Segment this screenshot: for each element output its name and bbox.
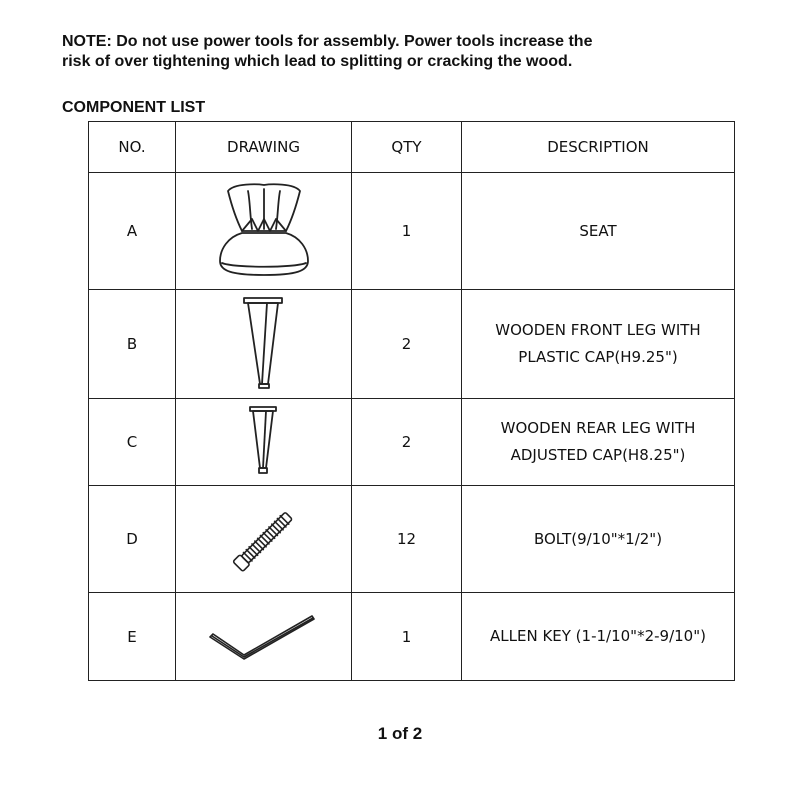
row-description — [462, 593, 735, 681]
row-drawing — [176, 290, 352, 399]
row-no: C — [89, 399, 176, 486]
description-line-1: SEAT — [579, 221, 617, 240]
component-table — [88, 121, 735, 681]
row-description — [462, 173, 735, 290]
description-line-1: BOLT(9/10"*1/2") — [533, 529, 663, 548]
note-line-1: NOTE: Do not use power tools for assembly. Power tools increase the — [62, 33, 593, 50]
header-no: NO. — [89, 122, 176, 173]
row-no: B — [89, 290, 176, 399]
seat-icon — [214, 179, 314, 283]
table-row — [89, 173, 735, 290]
note-line-2: risk of over tightening which lead to splitting or cracking the wood. — [62, 53, 573, 70]
header-drawing: DRAWING — [176, 122, 352, 173]
allen-key-icon — [204, 607, 324, 667]
description-line-1: WOODEN FRONT LEG WITH — [495, 321, 701, 339]
row-no: D — [89, 486, 176, 593]
row-qty: 2 — [352, 399, 462, 486]
assembly-note — [62, 32, 702, 72]
row-qty: 2 — [352, 290, 462, 399]
table-row — [89, 290, 735, 399]
row-description — [462, 486, 735, 593]
row-qty: 12 — [352, 486, 462, 593]
header-description: DESCRIPTION — [462, 122, 735, 173]
row-no: E — [89, 593, 176, 681]
row-qty: 1 — [352, 173, 462, 290]
bolt-icon — [224, 501, 304, 577]
row-description — [462, 399, 735, 486]
page-number: 1 of 2 — [377, 724, 423, 743]
table-header-row — [89, 122, 735, 173]
row-qty: 1 — [352, 593, 462, 681]
row-no: A — [89, 173, 176, 290]
description-line-1: WOODEN REAR LEG WITH — [500, 419, 696, 437]
row-drawing — [176, 486, 352, 593]
header-qty: QTY — [352, 122, 462, 173]
front-leg-icon — [234, 294, 294, 394]
description-line-2: ADJUSTED CAP(H8.25") — [510, 446, 686, 464]
row-description — [462, 290, 735, 399]
rear-leg-icon — [244, 404, 284, 480]
row-drawing — [176, 399, 352, 486]
description-line-1: ALLEN KEY (1-1/10"*2-9/10") — [490, 627, 706, 645]
component-list-heading: COMPONENT LIST — [62, 99, 206, 116]
table-row — [89, 399, 735, 486]
row-drawing — [176, 593, 352, 681]
row-drawing — [176, 173, 352, 290]
table-row — [89, 593, 735, 681]
table-row — [89, 486, 735, 593]
description-line-2: PLASTIC CAP(H9.25") — [518, 348, 678, 366]
